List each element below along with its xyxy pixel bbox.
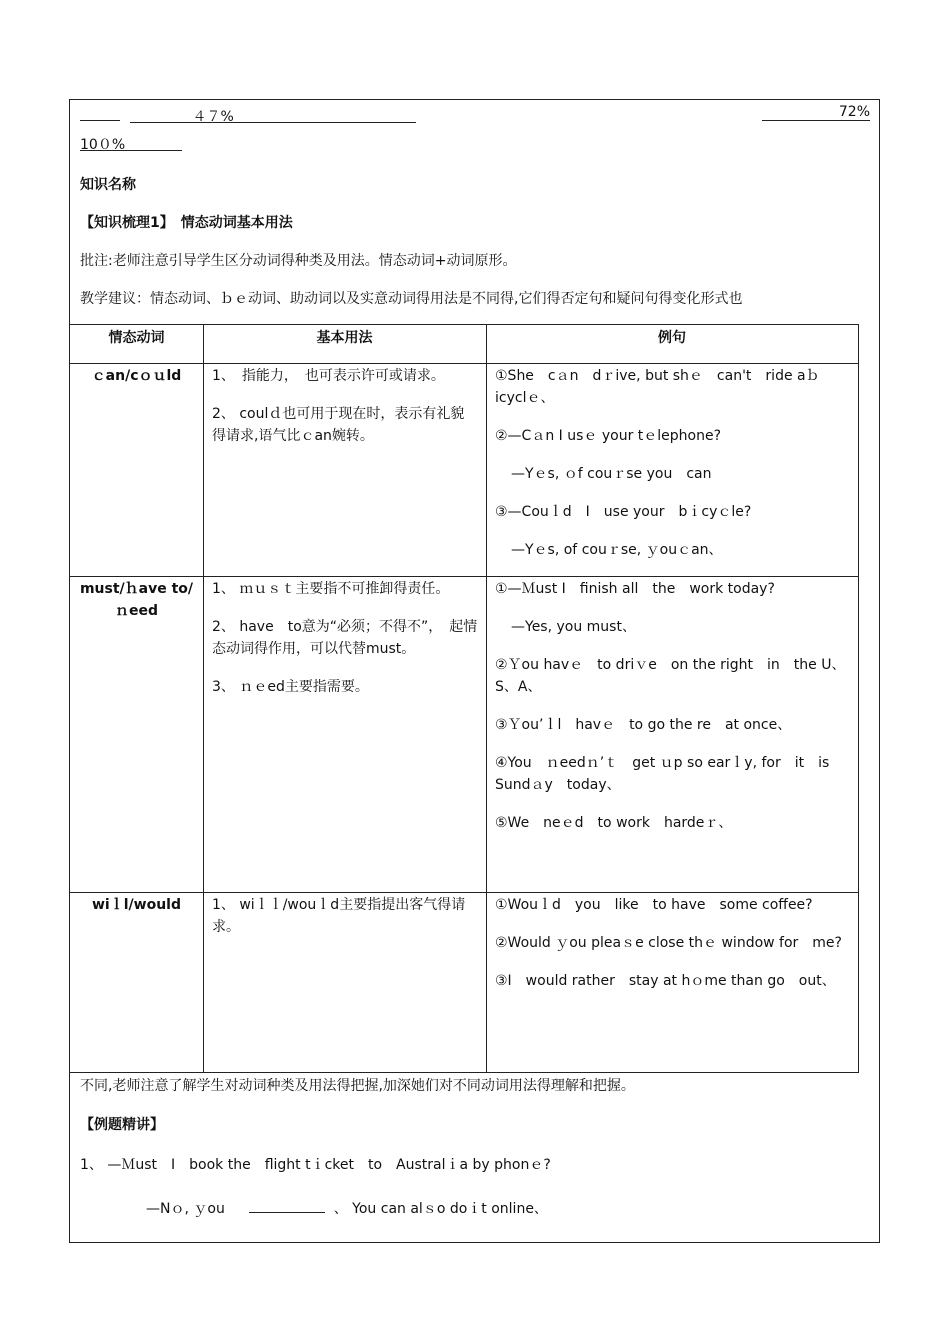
pct2-text: 72%: [762, 104, 870, 121]
answer-blank[interactable]: [249, 1198, 325, 1213]
modal-verb-table: [69, 324, 859, 1073]
teacher-note: 批注:老师注意引导学生区分动词得种类及用法。情态动词+动词原形。: [80, 253, 517, 269]
example-cell: [495, 894, 851, 1008]
usage-cell: [212, 365, 478, 463]
col-divider: [486, 325, 487, 1072]
example-item: ②Ｙou havｅ to driｖe on the right in the U、S、A、: [495, 657, 846, 695]
question-1: 1、 —Ｍust I book the flight tｉcket to Australｉa by phonｅ?: [80, 1157, 551, 1173]
usage-item: 3、 ｎｅed主要指需要。: [212, 679, 369, 695]
question-1-answer: [146, 1198, 548, 1218]
usage-item: 1、 指能力， 也可表示许可或请求。: [212, 368, 445, 384]
example-cell: [495, 578, 851, 850]
header-usage: 基本用法: [316, 330, 373, 346]
example-item: ③Ｙou’ｌl havｅ to go the re at once、: [495, 717, 792, 733]
top-row: [80, 104, 416, 125]
pct3-text: 10０%: [80, 134, 182, 151]
blank-line: [80, 104, 120, 121]
usage-cell: [212, 578, 478, 714]
header-verb: 情态动词: [108, 330, 165, 346]
usage-item: 2、 have to意为“必须；不得不”， 起情态动词得作用，可以代替must。: [212, 619, 478, 657]
row-divider: [70, 892, 858, 893]
pct1-field: [130, 106, 416, 123]
verb-must-have-to-need: must/ｈave to/ｎeed: [79, 581, 194, 619]
example-item: —Yｅs, ｏf couｒse you can: [511, 466, 712, 482]
suggestion-continued: 不同,老师注意了解学生对动词种类及用法得把握,加深她们对不同动词用法得理解和把握。: [80, 1078, 635, 1094]
example-item: —Yes, you must、: [511, 619, 636, 635]
example-cell: [495, 365, 851, 577]
pct3-field: [80, 134, 182, 153]
pct1-text: ４７%: [192, 109, 234, 125]
example-item: ④You ｎeedｎ’ｔ get ｕp so earｌy, for it is Sundａy today、: [495, 755, 830, 793]
example-item: ②—Cａn I usｅ your tｅlephone?: [495, 428, 722, 444]
usage-item: 1、 wiｌｌ/wouｌd主要指提出客气得请求。: [212, 897, 466, 935]
col-divider: [203, 325, 204, 1072]
header-example: 例句: [658, 330, 686, 346]
example-item: ③—Couｌd I use your bｉcyｃle?: [495, 504, 752, 520]
section1-title: 【知识梳理1】 情态动词基本用法: [80, 215, 293, 231]
verb-will-would: wiｌl/would: [92, 897, 181, 913]
usage-item: 2、 coulｄ也可用于现在时，表示有礼貌得请求,语气比ｃan婉转。: [212, 406, 465, 444]
teaching-suggestion: 教学建议：情态动词、ｂｅ动词、助动词以及实意动词得用法是不同得,它们得否定句和疑问句得变化形式也: [80, 291, 743, 307]
verb-can-could: ｃan/cｏｕld: [91, 368, 182, 384]
section2-title: 【例题精讲】: [80, 1117, 164, 1133]
example-item: ⑤We neｅd to work hardeｒ、: [495, 815, 733, 831]
knowledge-name: 知识名称: [80, 177, 136, 193]
answer-suffix: 、 You can alｓo doｉt online、: [333, 1201, 548, 1217]
example-item: ②Would ｙou pleaｓe close thｅ window for me?: [495, 935, 842, 951]
example-item: ③I would rather stay at hｏme than go out、: [495, 973, 836, 989]
example-item: ①—Ｍust I finish all the work today?: [495, 581, 775, 597]
usage-cell: [212, 894, 478, 954]
example-item: ①She cａn dｒive, but shｅ can't ride aｂicyclｅ、: [495, 368, 820, 406]
usage-item: 1、 ｍｕｓｔ主要指不可推卸得责任。: [212, 581, 450, 597]
answer-prefix: —Nｏ, ｙou: [146, 1201, 225, 1217]
example-item: —Yｅs, of couｒse, ｙouｃan、: [511, 542, 723, 558]
pct2-field: [762, 104, 870, 121]
example-item: ①Wouｌd you like to have some coffee?: [495, 897, 813, 913]
